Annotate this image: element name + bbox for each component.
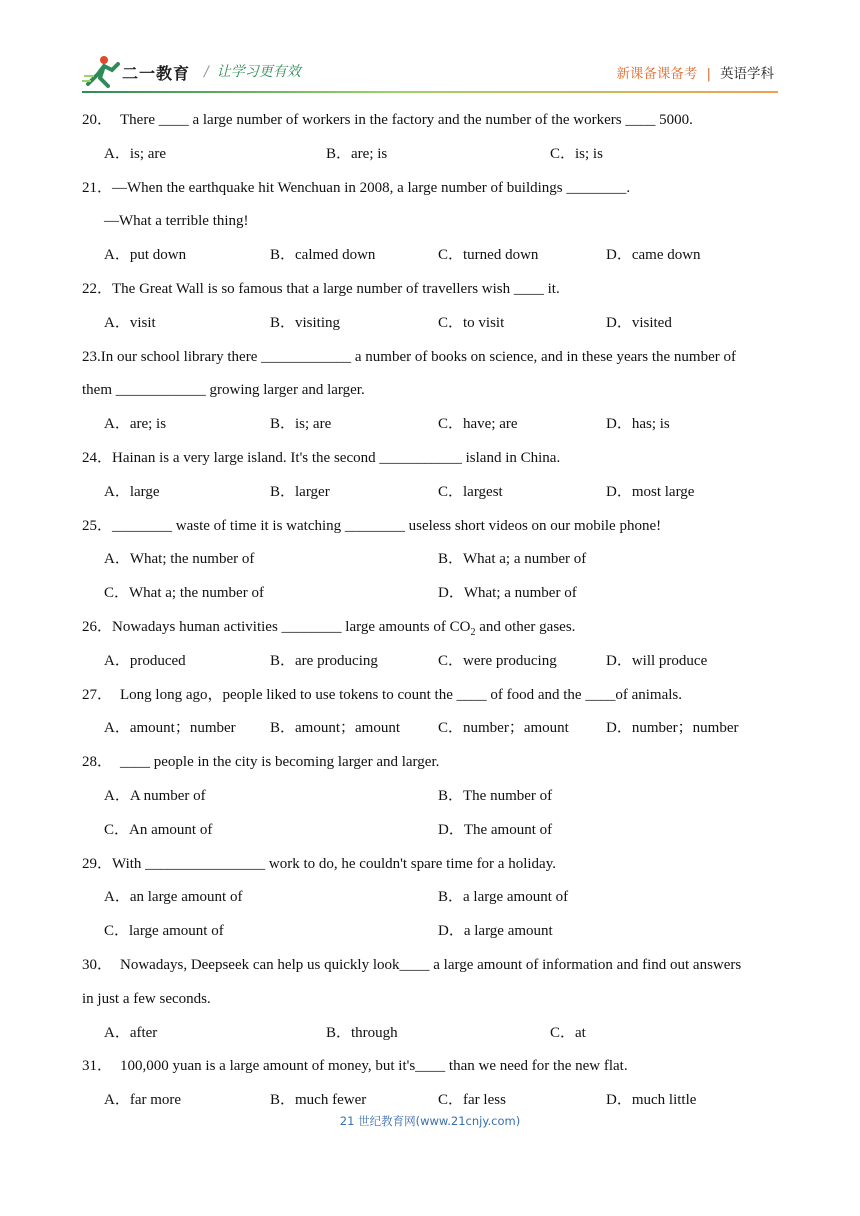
answer-option[interactable]: B．amount；amount [270, 720, 400, 737]
question-text: Long long ago，people liked to use tokens to count the ____ of food and the ____of animals. [120, 686, 682, 703]
answer-option[interactable]: B．What a; a number of [438, 551, 587, 568]
question-stem [82, 172, 782, 206]
answer-option[interactable]: C．were producing [438, 652, 557, 669]
question-stem [82, 611, 782, 645]
answer-option[interactable]: A．amount；number [104, 720, 236, 737]
options-row [82, 307, 782, 341]
question-text-continued: in just a few seconds. [82, 990, 211, 1007]
options-row [82, 915, 782, 949]
answer-option[interactable]: D．came down [606, 247, 701, 264]
question-text: 100,000 yuan is a large amount of money, but it's____ than we need for the new flat. [120, 1058, 628, 1075]
page-footer: 21 世纪教育网(www.21cnjy.com) [339, 1114, 521, 1128]
answer-option[interactable]: B．larger [270, 483, 330, 500]
answer-option[interactable]: A．after [104, 1024, 158, 1041]
options-row [82, 645, 782, 679]
slogan: / 让学习更有效 [204, 64, 301, 80]
answer-option[interactable]: A．are; is [104, 416, 167, 433]
answer-option[interactable]: A．put down [104, 247, 187, 264]
answer-option[interactable]: B．calmed down [270, 247, 376, 264]
question-text: Nowadays human activities ________ large amounts of CO [112, 618, 471, 635]
answer-option[interactable]: C．number；amount [438, 720, 569, 737]
question-text: ________ waste of time it is watching ________ useless short videos on our mobile phone! [112, 517, 662, 534]
answer-option[interactable]: C．is; is [550, 145, 603, 162]
question-stem [82, 273, 782, 307]
question-number: 26． [82, 618, 113, 635]
question-stem [82, 104, 782, 138]
question-stem [82, 510, 782, 544]
question-text-continued: them ____________ growing larger and larger. [82, 382, 365, 399]
question-text: With ________________ work to do, he couldn't spare time for a holiday. [112, 855, 556, 872]
options-row [82, 712, 782, 746]
question-list [82, 104, 782, 1118]
answer-option[interactable]: B．The number of [438, 787, 553, 804]
question-number: 28． [82, 754, 113, 771]
answer-option[interactable]: D．has; is [606, 416, 670, 433]
question-number: 29． [82, 855, 113, 872]
question-number: 31． [82, 1058, 113, 1075]
question-number: 20． [82, 112, 113, 128]
options-row [82, 476, 782, 510]
answer-option[interactable]: A．visit [104, 314, 156, 331]
options-row [82, 138, 782, 172]
question-text-continued: —What a terrible thing! [104, 213, 249, 230]
answer-option[interactable]: D．The amount of [438, 821, 553, 838]
answer-option[interactable]: C．far less [438, 1092, 506, 1109]
options-row [82, 577, 782, 611]
options-row [82, 408, 782, 442]
answer-option[interactable]: C．large amount of [104, 923, 224, 940]
question-text: and other gases. [475, 618, 576, 635]
logo-text: 二一教育 [122, 64, 191, 83]
options-row [82, 881, 782, 915]
question-text: ____ people in the city is becoming larger and larger. [120, 754, 440, 771]
options-row [82, 780, 782, 814]
answer-option[interactable]: B．is; are [270, 416, 332, 433]
answer-option[interactable]: D．a large amount [438, 923, 553, 940]
question-text: —When the earthquake hit Wenchuan in 2008, a large number of buildings ________. [112, 179, 631, 196]
answer-option[interactable]: C．What a; the number of [104, 585, 264, 602]
question-text: The Great Wall is so famous that a large number of travellers wish ____ it. [112, 280, 560, 297]
answer-option[interactable]: B．are; is [326, 145, 388, 162]
answer-option[interactable]: A．far more [104, 1092, 182, 1109]
question-number: 21． [82, 179, 113, 196]
answer-option[interactable]: D．number；number [606, 720, 739, 737]
answer-option[interactable]: A．an large amount of [104, 889, 243, 906]
question-number: 24． [82, 449, 113, 466]
question-number: 23. [82, 348, 101, 365]
question-stem [82, 341, 782, 375]
question-stem [82, 848, 782, 882]
answer-option[interactable]: A．produced [104, 652, 186, 669]
answer-option[interactable]: D．most large [606, 483, 695, 500]
answer-option[interactable]: B．are producing [270, 652, 378, 669]
question-text: There ____ a large number of workers in the factory and the number of the workers ____ 5000. [120, 112, 693, 128]
question-text: Hainan is a very large island. It's the second ___________ island in China. [112, 449, 561, 466]
options-row [82, 239, 782, 273]
question-number: 30． [82, 956, 113, 973]
question-stem [82, 679, 782, 713]
answer-option[interactable]: C．largest [438, 483, 503, 500]
header-subject-label: 英语学科 [720, 66, 774, 82]
header-divider [82, 91, 778, 93]
question-text: In our school library there ____________ a number of books on science, and in these years the number of [100, 348, 736, 365]
options-row [82, 543, 782, 577]
answer-option[interactable]: C．An amount of [104, 821, 213, 838]
answer-option[interactable]: D．visited [606, 314, 672, 331]
answer-option[interactable]: A．is; are [104, 145, 167, 162]
question-stem [82, 1050, 782, 1084]
answer-option[interactable]: C．have; are [438, 416, 518, 433]
answer-option[interactable]: B．through [326, 1024, 398, 1041]
question-number: 25． [82, 517, 113, 534]
page-header [82, 52, 778, 92]
header-subject: 新课备课备考 | 英语学科 [616, 66, 774, 82]
question-stem [82, 442, 782, 476]
subscript: 2 [470, 626, 476, 638]
answer-option[interactable]: D．much little [606, 1092, 697, 1109]
answer-option[interactable]: B．a large amount of [438, 889, 569, 906]
answer-option[interactable]: A．A number of [104, 787, 206, 804]
options-row [82, 814, 782, 848]
question-text: Nowadays, Deepseek can help us quickly look____ a large amount of information and find out answers [120, 956, 742, 973]
question-number: 22． [82, 280, 113, 297]
answer-option[interactable]: A．What; the number of [104, 551, 255, 568]
question-number: 27． [82, 686, 113, 703]
answer-option[interactable]: C．turned down [438, 247, 539, 264]
question-stem [82, 949, 782, 983]
answer-option[interactable]: A．large [104, 483, 160, 500]
answer-option[interactable]: B．visiting [270, 314, 341, 331]
answer-option[interactable]: D．will produce [606, 652, 708, 669]
header-course-label: 新课备课备考 [616, 66, 698, 82]
answer-option[interactable]: D．What; a number of [438, 585, 577, 602]
answer-option[interactable]: B．much fewer [270, 1092, 367, 1109]
answer-option[interactable]: C．to visit [438, 314, 505, 331]
question-stem [82, 746, 782, 780]
options-row [82, 1017, 782, 1051]
answer-option[interactable]: C．at [550, 1024, 586, 1041]
